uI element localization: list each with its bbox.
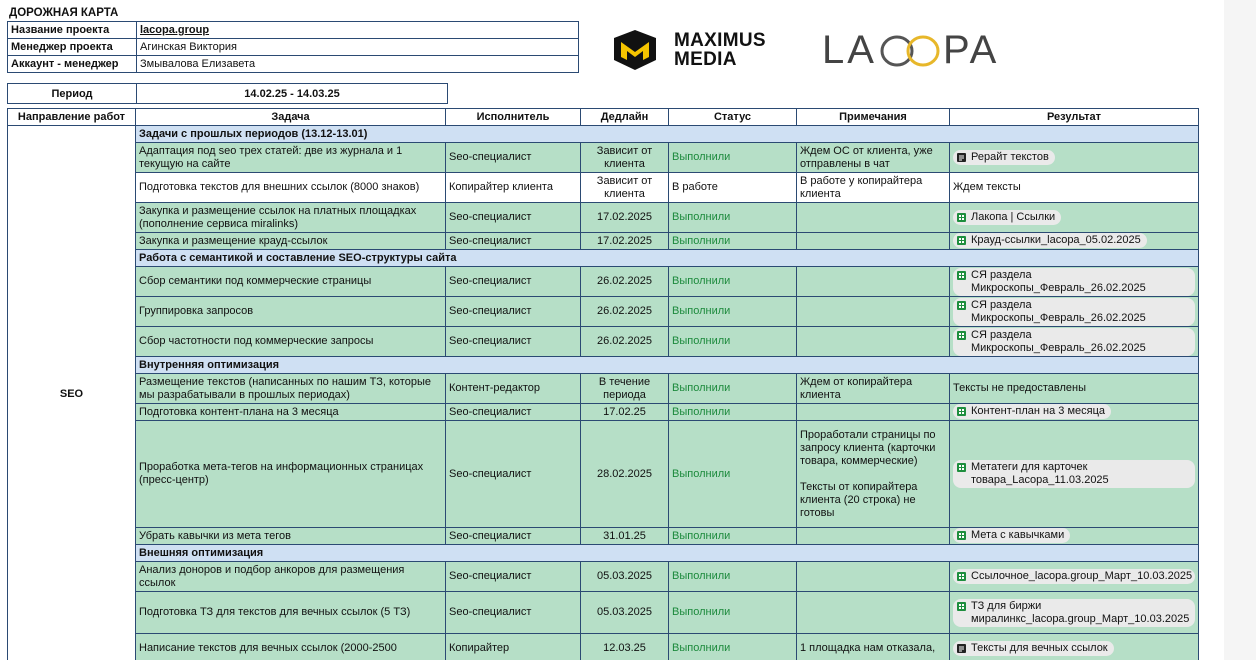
notes-cell[interactable] (797, 203, 950, 233)
deadline-cell[interactable]: 05.03.2025 (581, 562, 669, 592)
executor-cell[interactable]: Seo-специалист (446, 327, 581, 357)
sheets-icon (957, 236, 966, 245)
result-link-chip[interactable] (953, 298, 1195, 326)
task-cell[interactable]: Адаптация под seo трех статей: две из журнала и 1 текущую на сайте (136, 143, 446, 173)
notes-cell[interactable]: В работе у копирайтера клиента (797, 173, 950, 203)
sheets-icon (957, 213, 966, 222)
column-header[interactable]: Примечания (797, 109, 950, 126)
docs-icon (957, 153, 966, 162)
result-cell[interactable] (950, 562, 1199, 592)
task-cell[interactable]: Закупка и размещение ссылок на платных площадках (пополнение сервиса miralinks) (136, 203, 446, 233)
sheets-icon (957, 271, 966, 280)
result-link-chip[interactable] (953, 460, 1195, 488)
project-name-cell[interactable] (137, 22, 579, 39)
status-cell[interactable]: Выполнили (669, 267, 797, 297)
table-row (8, 143, 1199, 173)
info-row (8, 22, 579, 39)
result-link-text[interactable]: Контент-план на 3 месяца (971, 405, 1106, 417)
deadline-cell[interactable]: 17.02.25 (581, 404, 669, 421)
result-cell[interactable] (950, 327, 1199, 357)
task-cell[interactable]: Проработка мета-тегов на информационных страницах (пресс-центр) (136, 421, 446, 528)
notes-cell[interactable] (797, 267, 950, 297)
notes-cell[interactable]: Ждем ОС от клиента, уже отправлены в чат (797, 143, 950, 173)
section-title[interactable]: Внешняя оптимизация (136, 545, 1199, 562)
section-title[interactable]: Внутренняя оптимизация (136, 357, 1199, 374)
period-label: Период (8, 84, 137, 104)
sheets-icon (957, 301, 966, 310)
task-cell[interactable]: Подготовка текстов для внешних ссылок (8000 знаков) (136, 173, 446, 203)
result-link-text[interactable]: Рерайт текстов (971, 150, 1049, 163)
deadline-cell[interactable]: В течение периода (581, 374, 669, 404)
executor-cell[interactable]: Seo-специалист (446, 143, 581, 173)
table-row (8, 634, 1199, 660)
deadline-cell[interactable]: 12.03.25 (581, 634, 669, 660)
notes-cell[interactable] (797, 528, 950, 545)
task-cell[interactable]: Подготовка ТЗ для текстов для вечных ссылок (5 ТЗ) (136, 592, 446, 634)
result-link-chip[interactable] (953, 233, 1147, 248)
status-cell[interactable]: Выполнили (669, 562, 797, 592)
table-row (8, 327, 1199, 357)
section-row (8, 126, 1199, 143)
table-row (8, 528, 1199, 545)
lacopa-logo-left: LA (822, 28, 877, 72)
result-link-text[interactable]: СЯ раздела Микроскопы_Февраль_26.02.2025 (971, 298, 1146, 324)
executor-cell[interactable]: Seo-специалист (446, 233, 581, 250)
task-cell[interactable]: Убрать кавычки из мета тегов (136, 528, 446, 545)
period-value[interactable]: 14.02.25 - 14.03.25 (137, 84, 448, 104)
project-name-link[interactable]: lacopa.group (140, 24, 210, 36)
result-link-text[interactable]: Ссылочное_lacopa.group_Март_10.03.2025 (971, 569, 1193, 582)
column-header[interactable]: Задача (136, 109, 446, 126)
table-row (8, 404, 1199, 421)
result-link-text[interactable]: ТЗ для биржи миралинкс_lacopa.group_Март_10.03.2025 (971, 599, 1190, 625)
section-row (8, 250, 1199, 267)
status-cell[interactable]: Выполнили (669, 528, 797, 545)
maximus-logo-icon (614, 30, 656, 70)
notes-cell[interactable] (797, 233, 950, 250)
result-cell[interactable] (950, 143, 1199, 173)
task-cell[interactable]: Сбор семантики под коммерческие страницы (136, 267, 446, 297)
sheets-icon (957, 407, 966, 416)
direction-cell[interactable]: SEO (8, 126, 136, 660)
executor-cell[interactable]: Seo-специалист (446, 421, 581, 528)
result-link-chip[interactable] (953, 210, 1061, 225)
result-link-text[interactable]: Мета с кавычками (971, 529, 1065, 541)
column-header[interactable]: Результат (950, 109, 1199, 126)
lacopa-logo (822, 28, 999, 73)
result-link-text[interactable]: Крауд-ссылки_lacopa_05.02.2025 (971, 234, 1141, 246)
deadline-cell[interactable]: 28.02.2025 (581, 421, 669, 528)
table-row (8, 203, 1199, 233)
column-header[interactable]: Статус (669, 109, 797, 126)
column-header[interactable]: Направление работ (8, 109, 136, 126)
status-cell[interactable]: Выполнили (669, 143, 797, 173)
sheets-icon (957, 602, 966, 611)
deadline-cell[interactable]: Зависит от клиента (581, 173, 669, 203)
table-header-row (8, 109, 1199, 126)
status-cell[interactable]: Выполнили (669, 297, 797, 327)
executor-cell[interactable]: Копирайтер (446, 634, 581, 660)
executor-cell[interactable]: Seo-специалист (446, 267, 581, 297)
result-cell[interactable] (950, 404, 1199, 421)
deadline-cell[interactable]: 17.02.2025 (581, 203, 669, 233)
section-title[interactable]: Задачи с прошлых периодов (13.12-13.01) (136, 126, 1199, 143)
notes-cell[interactable] (797, 297, 950, 327)
status-cell[interactable]: Выполнили (669, 327, 797, 357)
result-cell[interactable] (950, 203, 1199, 233)
project-manager-value[interactable]: Агинская Виктория (137, 39, 579, 56)
notes-cell[interactable] (797, 404, 950, 421)
notes-cell[interactable]: Ждем от копирайтера клиента (797, 374, 950, 404)
status-cell[interactable]: Выполнили (669, 404, 797, 421)
deadline-cell[interactable]: 26.02.2025 (581, 267, 669, 297)
info-row (8, 39, 579, 56)
info-label: Менеджер проекта (8, 39, 137, 56)
deadline-cell[interactable]: 31.01.25 (581, 528, 669, 545)
result-link-chip[interactable] (953, 268, 1195, 296)
notes-cell[interactable]: Проработали страницы по запросу клиента (карточки товара, коммерческие) Тексты от копирайтера клиента (20 строка) не готовы (797, 421, 950, 528)
document-title: ДОРОЖНАЯ КАРТА (9, 7, 119, 19)
table-row (8, 267, 1199, 297)
status-cell[interactable]: Выполнили (669, 592, 797, 634)
section-row (8, 357, 1199, 374)
result-cell[interactable] (950, 528, 1199, 545)
result-link-chip[interactable] (953, 150, 1055, 165)
section-row (8, 545, 1199, 562)
notes-cell[interactable]: 1 площадка нам отказала, (797, 634, 950, 660)
status-cell[interactable]: Выполнили (669, 421, 797, 528)
executor-cell[interactable]: Контент-редактор (446, 374, 581, 404)
result-cell[interactable] (950, 267, 1199, 297)
result-link-text[interactable]: Метатеги для карточек товара_Lacopa_11.03.2025 (971, 461, 1109, 486)
section-title[interactable]: Работа с семантикой и составление SEO-структуры сайта (136, 250, 1199, 267)
executor-cell[interactable]: Seo-специалист (446, 297, 581, 327)
status-cell[interactable]: В работе (669, 173, 797, 203)
table-row (8, 173, 1199, 203)
result-link-chip[interactable] (953, 641, 1114, 656)
column-header[interactable]: Исполнитель (446, 109, 581, 126)
task-cell[interactable]: Закупка и размещение крауд-ссылок (136, 233, 446, 250)
table-row (8, 374, 1199, 404)
sheets-icon (957, 572, 966, 581)
executor-cell[interactable]: Seo-специалист (446, 562, 581, 592)
info-label: Аккаунт - менеджер (8, 56, 137, 73)
project-info-table (7, 21, 579, 73)
result-cell[interactable] (950, 592, 1199, 634)
sheets-icon (957, 463, 966, 472)
status-cell[interactable]: Выполнили (669, 203, 797, 233)
executor-cell[interactable]: Seo-специалист (446, 404, 581, 421)
lacopa-logo-right: PA (942, 28, 1000, 72)
maximus-logo-text (674, 31, 766, 69)
result-cell[interactable] (950, 374, 1199, 404)
maximus-media-logo (614, 30, 766, 70)
executor-cell[interactable]: Seo-специалист (446, 528, 581, 545)
result-link-chip[interactable] (953, 569, 1195, 584)
task-cell[interactable]: Размещение текстов (написанных по нашим ТЗ, которые мы разрабатывали в прошлых периодах) (136, 374, 446, 404)
result-link-chip[interactable] (953, 404, 1111, 419)
result-text: Ждем тексты (953, 181, 1021, 193)
maximus-logo-line: MAXIMUS (674, 30, 766, 51)
notes-cell[interactable] (797, 327, 950, 357)
task-cell[interactable]: Анализ доноров и подбор анкоров для размещения ссылок (136, 562, 446, 592)
status-cell[interactable]: Выполнили (669, 634, 797, 660)
deadline-cell[interactable]: 05.03.2025 (581, 592, 669, 634)
info-label: Название проекта (8, 22, 137, 39)
status-cell[interactable]: Выполнили (669, 374, 797, 404)
deadline-cell[interactable]: 17.02.2025 (581, 233, 669, 250)
result-link-text[interactable]: Тексты для вечных ссылок (971, 641, 1108, 654)
deadline-cell[interactable]: 26.02.2025 (581, 297, 669, 327)
maximus-logo-line: MEDIA (674, 49, 737, 70)
table-row (8, 592, 1199, 634)
result-link-chip[interactable] (953, 328, 1195, 356)
result-text: Тексты не предоставлены (953, 382, 1087, 394)
result-cell[interactable] (950, 634, 1199, 660)
roadmap-table (7, 108, 1199, 660)
result-link-chip[interactable] (953, 599, 1195, 627)
result-link-chip[interactable] (953, 528, 1070, 543)
executor-cell[interactable]: Копирайтер клиента (446, 173, 581, 203)
info-row (8, 56, 579, 73)
result-link-text[interactable]: Лакопа | Ссылки (971, 210, 1056, 223)
table-row (8, 297, 1199, 327)
task-cell[interactable]: Написание текстов для вечных ссылок (2000-2500 (136, 634, 446, 660)
column-header[interactable]: Дедлайн (581, 109, 669, 126)
account-manager-value[interactable]: Змывалова Елизавета (137, 56, 579, 73)
result-cell[interactable] (950, 233, 1199, 250)
deadline-cell[interactable]: Зависит от клиента (581, 143, 669, 173)
deadline-cell[interactable]: 26.02.2025 (581, 327, 669, 357)
task-cell[interactable]: Сбор частотности под коммерческие запросы (136, 327, 446, 357)
task-cell[interactable]: Подготовка контент-плана на 3 месяца (136, 404, 446, 421)
result-link-text[interactable]: СЯ раздела Микроскопы_Февраль_26.02.2025 (971, 328, 1146, 354)
period-table (7, 83, 448, 104)
executor-cell[interactable]: Seo-специалист (446, 592, 581, 634)
result-link-text[interactable]: СЯ раздела Микроскопы_Февраль_26.02.2025 (971, 268, 1146, 294)
status-cell[interactable]: Выполнили (669, 233, 797, 250)
result-cell[interactable] (950, 173, 1199, 203)
docs-icon (957, 644, 966, 653)
sheets-icon (957, 531, 966, 540)
table-row (8, 421, 1199, 528)
executor-cell[interactable]: Seo-специалист (446, 203, 581, 233)
notes-cell[interactable] (797, 562, 950, 592)
lacopa-loop-icon (879, 33, 941, 69)
result-cell[interactable] (950, 421, 1199, 528)
sheets-icon (957, 331, 966, 340)
table-row (8, 233, 1199, 250)
result-cell[interactable] (950, 297, 1199, 327)
task-cell[interactable]: Группировка запросов (136, 297, 446, 327)
table-row (8, 562, 1199, 592)
notes-cell[interactable] (797, 592, 950, 634)
